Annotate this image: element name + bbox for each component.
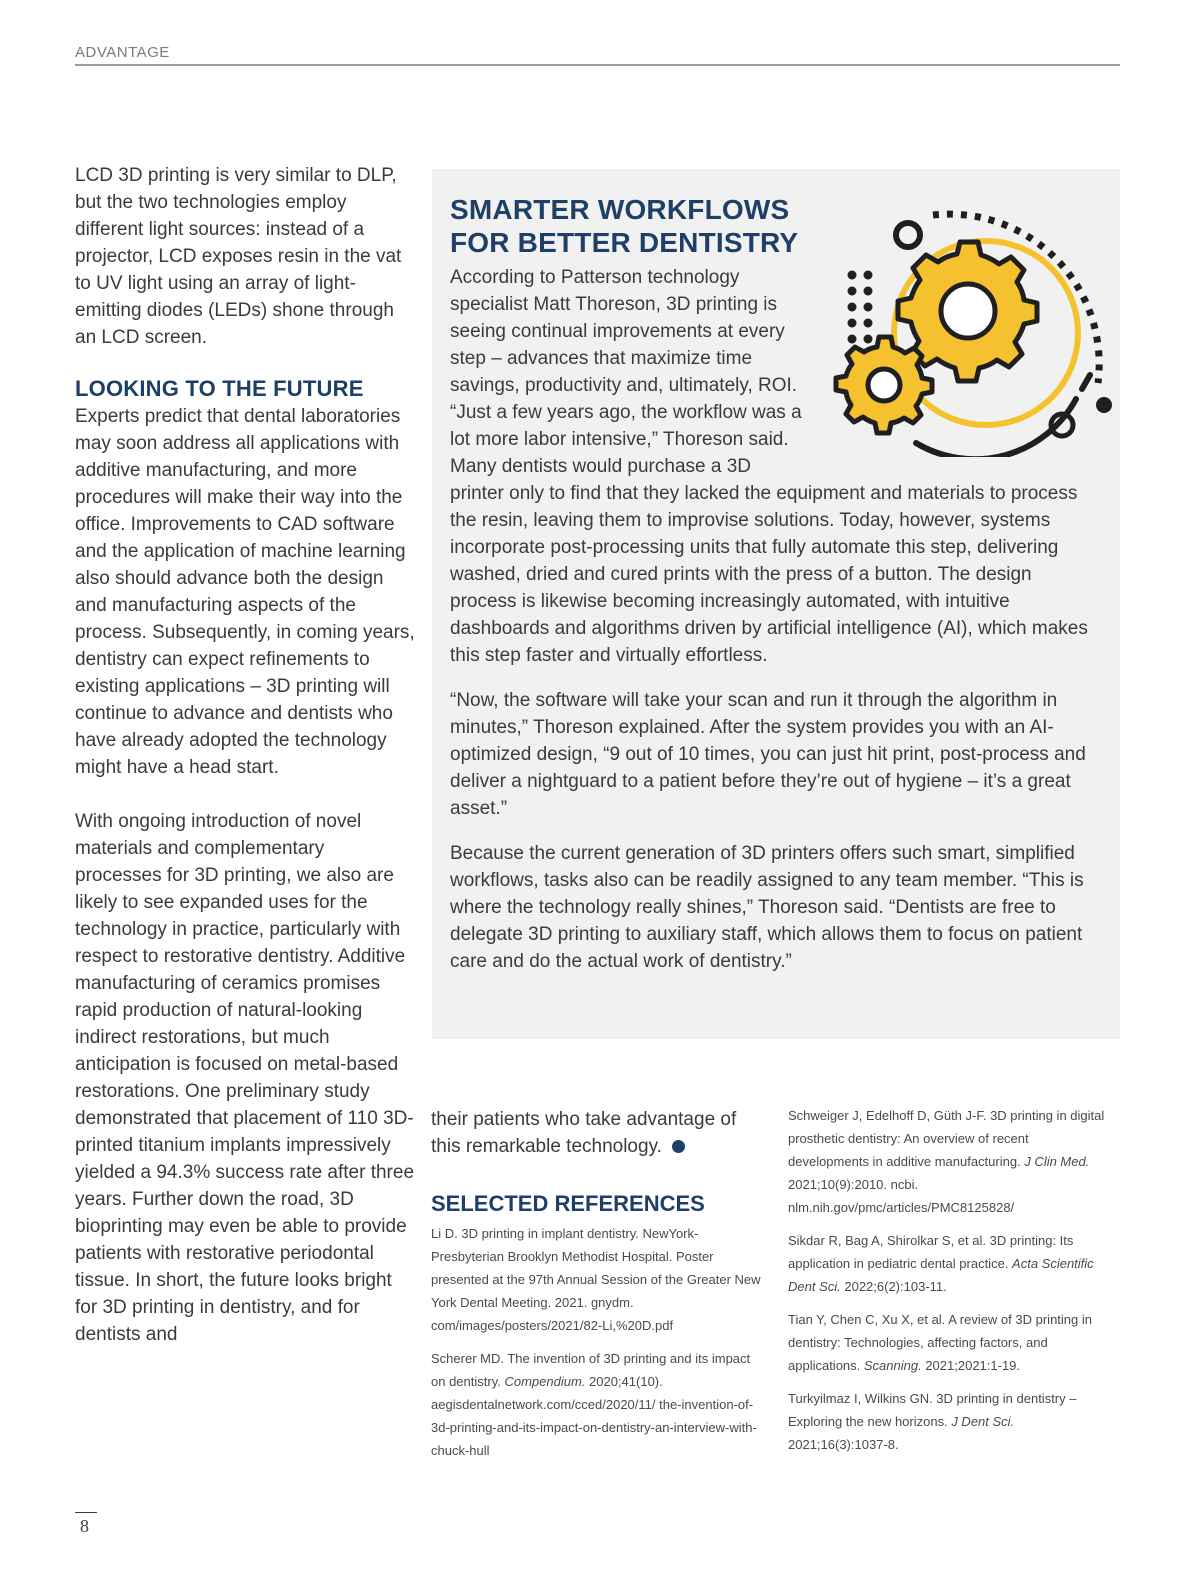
mid-column [431,1106,761,1462]
sidebar-box [432,169,1120,1039]
reference-item: Schweiger J, Edelhoff D, Güth J-F. 3D printing in digital prosthetic dentistry: An overview of recent developments in additive manufacturing. J Clin Med. 2021;10(9):2010. ncbi. nlm.nih.gov/pmc/articles/PMC8125828/ [788,1108,1105,1215]
reference-item: Scherer MD. The invention of 3D printing and its impact on dentistry. Compendium. 2020;41(10). aegisdentalnetwork.com/cced/2020/11/ the-invention-of-3d-printing-and-its-impact-on-dentistry-an-interview-with-chuck-hull [431,1351,757,1458]
header-divider [75,64,1120,66]
right-column [788,1104,1113,1456]
continuation-paragraph [431,1106,761,1160]
section-label: ADVANTAGE [75,44,170,61]
reference-item: Turkyilmaz I, Wilkins GN. 3D printing in dentistry – Exploring the new horizons. J Dent Sci. 2021;16(3):1037-8. [788,1391,1077,1452]
reference-item: Tian Y, Chen C, Xu X, et al. A review of 3D printing in dentistry: Technologies, affecting factors, and applications. Scanning. 2021;2021:1-19. [788,1312,1092,1373]
sidebar-paragraph-1: According to Patterson technology specialist Matt Thoreson, 3D printing is seeing continual improvements at every step – advances that maximize time savings, productivity and, ultimately, ROI. “Just a few years ago, the workflow was a lot more labor intensive,” Thoreson said. Many dentists would purchase a 3D printer only to find that they lacked the equipment and materials to process the resin, leaving them to improvise solutions. Today, however, systems incorporate post-processing units that fully automate this step, delivering washed, dried and cured prints with the press of a button. The design process is likewise becoming increasingly automated, with intuitive dashboards and algorithms driven by artificial intelligence (AI), which makes this step faster and virtually effortless. [450,267,1088,666]
future-paragraph-1: Experts predict that dental laboratories may soon address all applications with additive manufacturing, and more procedures will make their way into the office. Improvements to CAD software and the application of machine learning also should advance both the design and manufacturing aspects of the process. Subsequently, in coming years, dentistry can expect refinements to existing applications – 3D printing will continue to advance and dentists who have already adopted the technology might have a head start. [75,406,415,778]
sidebar-title-line-2: FOR BETTER DENTISTRY [450,227,799,258]
gears-icon [808,193,1116,457]
sidebar-title-line-1: SMARTER WORKFLOWS [450,194,790,225]
gears-illustration [808,193,1116,457]
folio-divider [75,1512,97,1513]
future-heading: LOOKING TO THE FUTURE [75,376,364,401]
intro-paragraph: LCD 3D printing is very similar to DLP, but the two technologies employ different light sources: instead of a projector, LCD exposes resin in the vat to UV light using an array of light-emitting diodes (LEDs) shone through an LCD screen. [75,165,402,348]
references-heading: SELECTED REFERENCES [431,1191,705,1216]
left-column [75,162,415,1348]
reference-item: Sikdar R, Bag A, Shirolkar S, et al. 3D printing: Its application in pediatric dental practice. Acta Scientific Dent Sci. 2022;6(2):103-11. [788,1233,1094,1294]
sidebar-paragraph-3: Because the current generation of 3D printers offers such smart, simplified workflows, tasks also can be readily assigned to any team member. “This is where the technology really shines,” Thoreson said. “Dentists are free to delegate 3D printing to auxiliary staff, which allows them to focus on patient care and do the actual work of dentistry.” [450,843,1084,972]
future-paragraph-2: With ongoing introduction of novel materials and complementary processes for 3D printing, we also are likely to see expanded uses for the technology in practice, particularly with respect to restorative dentistry. Additive manufacturing of ceramics promises rapid production of natural-looking indirect restorations, but much anticipation is focused on metal-based restorations. One preliminary study demonstrated that placement of 110 3D-printed titanium implants impressively yielded a 94.3% success rate after three years. Further down the road, 3D bioprinting may even be able to provide patients with restorative periodontal tissue. In short, the future looks bright for 3D printing in dentistry, and for dentists and [75,811,415,1345]
end-mark-icon [672,1140,685,1153]
reference-item: Li D. 3D printing in implant dentistry. NewYork-Presbyterian Brooklyn Methodist Hospital. Poster presented at the 97th Annual Session of the Greater New York Dental Meeting. 2021. gnydm. com/images/posters/2021/82-Li,%20D.pdf [431,1226,761,1333]
sidebar-paragraph-2: “Now, the software will take your scan and run it through the algorithm in minutes,” Thoreson explained. After the system provides you with an AI-optimized design, “9 out of 10 times, you can just hit print, post-process and deliver a nightguard to a patient before they’re out of hygiene – it’s a great asset.” [450,690,1086,819]
continuation-text: their patients who take advantage of this remarkable technology. [431,1109,737,1157]
page-number: 8 [80,1516,89,1536]
